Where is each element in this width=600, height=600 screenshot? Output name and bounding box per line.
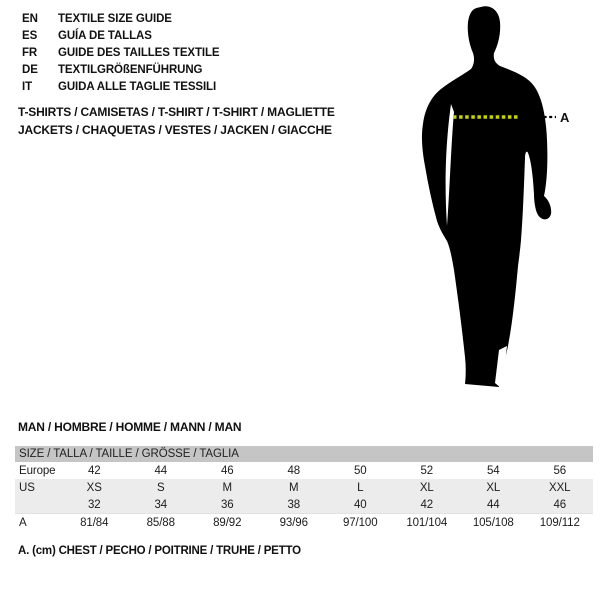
cell: 81/84	[61, 514, 128, 532]
cell: 97/100	[327, 514, 394, 532]
cell: 32	[61, 496, 128, 514]
cell: 48	[287, 464, 301, 477]
table-header: SIZE / TALLA / TAILLE / GRÖSSE / TAGLIA	[15, 446, 593, 462]
language-row	[22, 79, 220, 96]
cell: 42	[394, 496, 461, 514]
language-row	[22, 11, 220, 28]
cell: 93/96	[261, 514, 328, 532]
cell: 36	[194, 496, 261, 514]
cell: XL	[394, 479, 461, 496]
language-row	[22, 28, 220, 45]
footnote-chest: A. (cm) CHEST / PECHO / POITRINE / TRUHE / PETTO	[18, 545, 301, 557]
cell: XXL	[527, 479, 594, 496]
cell: 105/108	[460, 514, 527, 532]
cell: S	[128, 479, 195, 496]
language-label: GUÍA DE TALLAS	[58, 30, 152, 42]
cell: 34	[128, 496, 195, 514]
table-header-row	[15, 446, 593, 462]
language-code: ES	[22, 30, 38, 42]
row-label: US	[15, 479, 61, 496]
category-tshirts: T-SHIRTS / CAMISETAS / T-SHIRT / T-SHIRT / MAGLIETTE	[18, 105, 335, 119]
language-label: GUIDA ALLE TAGLIE TESSILI	[58, 81, 217, 93]
row-label: A	[15, 514, 61, 532]
cell: 38	[261, 496, 328, 514]
cell: 40	[327, 496, 394, 514]
cell: M	[194, 479, 261, 496]
language-code: DE	[22, 64, 38, 76]
cell: M	[261, 479, 328, 496]
language-row	[22, 62, 220, 79]
cell: 85/88	[128, 514, 195, 532]
man-silhouette-figure	[395, 0, 585, 400]
language-label: GUIDE DES TAILLES TEXTILE	[58, 47, 220, 59]
cell: XL	[460, 479, 527, 496]
cell: 42	[87, 464, 101, 477]
man-silhouette	[422, 6, 551, 387]
category-jackets: JACKETS / CHAQUETAS / VESTES / JACKEN / GIACCHE	[18, 123, 332, 137]
cell: 44	[460, 496, 527, 514]
row-label: Europe	[19, 464, 56, 477]
cell: XS	[61, 479, 128, 496]
language-row	[22, 45, 220, 62]
language-label: TEXTILGRÖßENFÜHRUNG	[58, 64, 203, 76]
cell: 46	[220, 464, 234, 477]
cell: 89/92	[194, 514, 261, 532]
measure-label-a: A	[560, 110, 570, 125]
cell: 54	[486, 464, 500, 477]
cell: L	[327, 479, 394, 496]
language-list	[22, 11, 220, 96]
row-label	[15, 496, 61, 514]
cell: 52	[420, 464, 434, 477]
cell: 109/112	[527, 514, 594, 532]
size-table	[15, 446, 593, 531]
cell: 44	[154, 464, 168, 477]
table-row-europe	[15, 462, 593, 479]
cell: 46	[527, 496, 594, 514]
language-label: TEXTILE SIZE GUIDE	[58, 13, 172, 25]
cell: 101/104	[394, 514, 461, 532]
section-title-man: MAN / HOMBRE / HOMME / MANN / MAN	[18, 420, 242, 434]
table-row-numeric	[15, 496, 593, 514]
cell: 50	[353, 464, 367, 477]
cell: 56	[553, 464, 567, 477]
table-row-chest	[15, 514, 593, 532]
category-lines	[18, 103, 335, 139]
language-code: IT	[22, 81, 33, 93]
language-code: EN	[22, 13, 38, 25]
table-row-us	[15, 479, 593, 496]
language-code: FR	[22, 47, 38, 59]
